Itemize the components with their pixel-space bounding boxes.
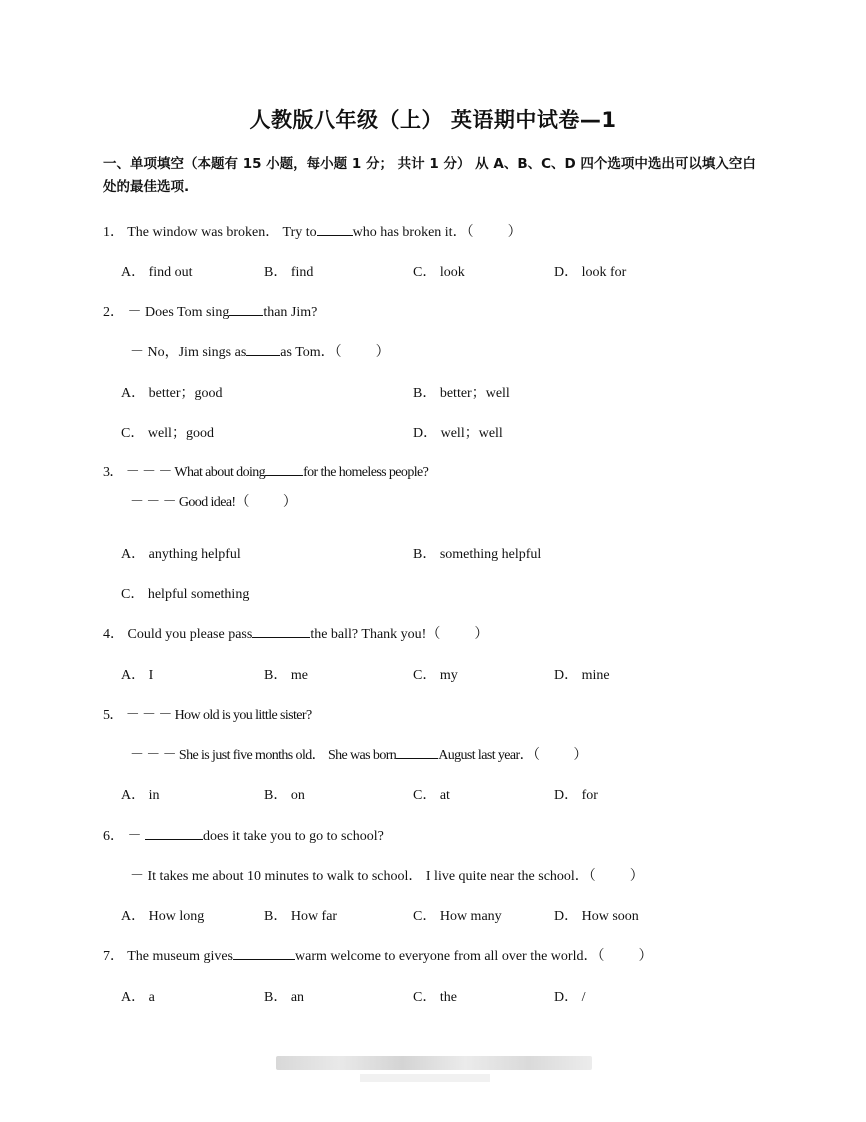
answer-blank[interactable] [145, 827, 203, 840]
question-2-reply [130, 341, 390, 361]
reply-text: August last year．（ [438, 748, 540, 763]
option-a[interactable]: A． find out [121, 265, 193, 280]
question-text: The window was broken． Try to [127, 225, 317, 240]
question-number: 5． [103, 708, 123, 723]
answer-blank[interactable] [252, 625, 310, 638]
question-6-stem [103, 825, 384, 845]
option-c[interactable]: C． How many [413, 909, 502, 924]
option-b[interactable]: B． How far [264, 909, 338, 924]
question-number: 3． [103, 465, 123, 480]
answer-blank[interactable] [229, 303, 263, 316]
question-1-stem [103, 221, 522, 241]
question-text: does it take you to go to school? [203, 829, 384, 844]
reply-text: － － － She is just five months old． She was born [130, 748, 397, 763]
reply-text: as Tom．（ [280, 345, 342, 360]
option-b[interactable]: B． find [264, 265, 314, 280]
question-text: － Does Tom sing [127, 305, 230, 320]
option-c[interactable]: C． well；good [121, 426, 214, 441]
answer-blank[interactable] [246, 343, 280, 356]
question-text: for the homeless people? [303, 465, 429, 480]
question-text: the ball? Thank you!（ [310, 627, 441, 642]
reply-text: － It takes me about 10 minutes to walk to school． I live quite near the school．（ [130, 869, 596, 884]
answer-blank[interactable] [396, 746, 438, 759]
question-text: － － － What about doing [125, 465, 266, 480]
option-a[interactable]: A． better；good [121, 386, 223, 401]
reply-text: － No，Jim sings as [130, 345, 247, 360]
question-text: warm welcome to everyone from all over the world．（ [295, 949, 605, 964]
question-number: 2． [103, 305, 124, 320]
question-text: Could you please pass [127, 627, 253, 642]
question-6-reply [130, 865, 644, 885]
answer-blank[interactable] [265, 463, 303, 476]
answer-blank[interactable] [233, 947, 295, 960]
footer-watermark [276, 1056, 592, 1070]
page-title: 人教版八年级（上） 英语期中试卷—1 [249, 108, 617, 132]
option-b[interactable]: B． me [264, 668, 308, 683]
closing-paren: ） [638, 949, 653, 964]
question-4-stem [103, 623, 488, 643]
question-7-stem [103, 945, 652, 965]
question-2-stem [103, 301, 317, 321]
option-c[interactable]: C． look [413, 265, 465, 280]
option-b[interactable]: B． an [264, 990, 305, 1005]
closing-paren: ） [629, 869, 644, 884]
option-c[interactable]: C． helpful something [121, 587, 250, 602]
option-b[interactable]: B． better；well [413, 386, 510, 401]
closing-paren: ） [474, 627, 489, 642]
reply-text: － － － Good idea!（ [130, 495, 249, 510]
question-text: － － － How old is you little sister? [125, 708, 312, 723]
option-a[interactable]: A． anything helpful [121, 547, 241, 562]
closing-paren: ） [507, 225, 522, 240]
section-heading: 一、单项填空（本题有 15 小题，每小题 1 分； 共计 1 分） 从 A、B、C、D 四个选项中选出可以填入空白处的最佳选项. [103, 156, 756, 195]
question-number: 1． [103, 225, 124, 240]
question-text: who has broken it．（ [352, 225, 474, 240]
option-d[interactable]: D． / [554, 990, 586, 1005]
option-c[interactable]: C． the [413, 990, 457, 1005]
option-c[interactable]: C． at [413, 788, 450, 803]
question-5-stem [103, 704, 312, 724]
question-3-stem [103, 461, 428, 481]
option-b[interactable]: B． on [264, 788, 305, 803]
option-a[interactable]: A． in [121, 788, 160, 803]
option-d[interactable]: D． How soon [554, 909, 639, 924]
option-a[interactable]: A． a [121, 990, 155, 1005]
option-d[interactable]: D． look for [554, 265, 627, 280]
question-text: The museum gives [127, 949, 234, 964]
question-number: 7． [103, 949, 124, 964]
option-a[interactable]: A． I [121, 668, 154, 683]
answer-blank[interactable] [317, 223, 353, 236]
question-text: than Jim? [263, 305, 318, 320]
question-number: 4． [103, 627, 124, 642]
question-3-reply [130, 491, 296, 511]
option-c[interactable]: C． my [413, 668, 458, 683]
option-a[interactable]: A． How long [121, 909, 205, 924]
option-d[interactable]: D． for [554, 788, 598, 803]
closing-paren: ） [573, 748, 587, 763]
question-5-reply [130, 744, 587, 764]
option-d[interactable]: D． well；well [413, 426, 503, 441]
option-b[interactable]: B． something helpful [413, 547, 542, 562]
question-number: 6． [103, 829, 124, 844]
closing-paren: ） [282, 495, 297, 510]
question-text: － [127, 829, 142, 844]
closing-paren: ） [375, 345, 390, 360]
option-d[interactable]: D． mine [554, 668, 610, 683]
footer-watermark-sub [360, 1074, 490, 1082]
